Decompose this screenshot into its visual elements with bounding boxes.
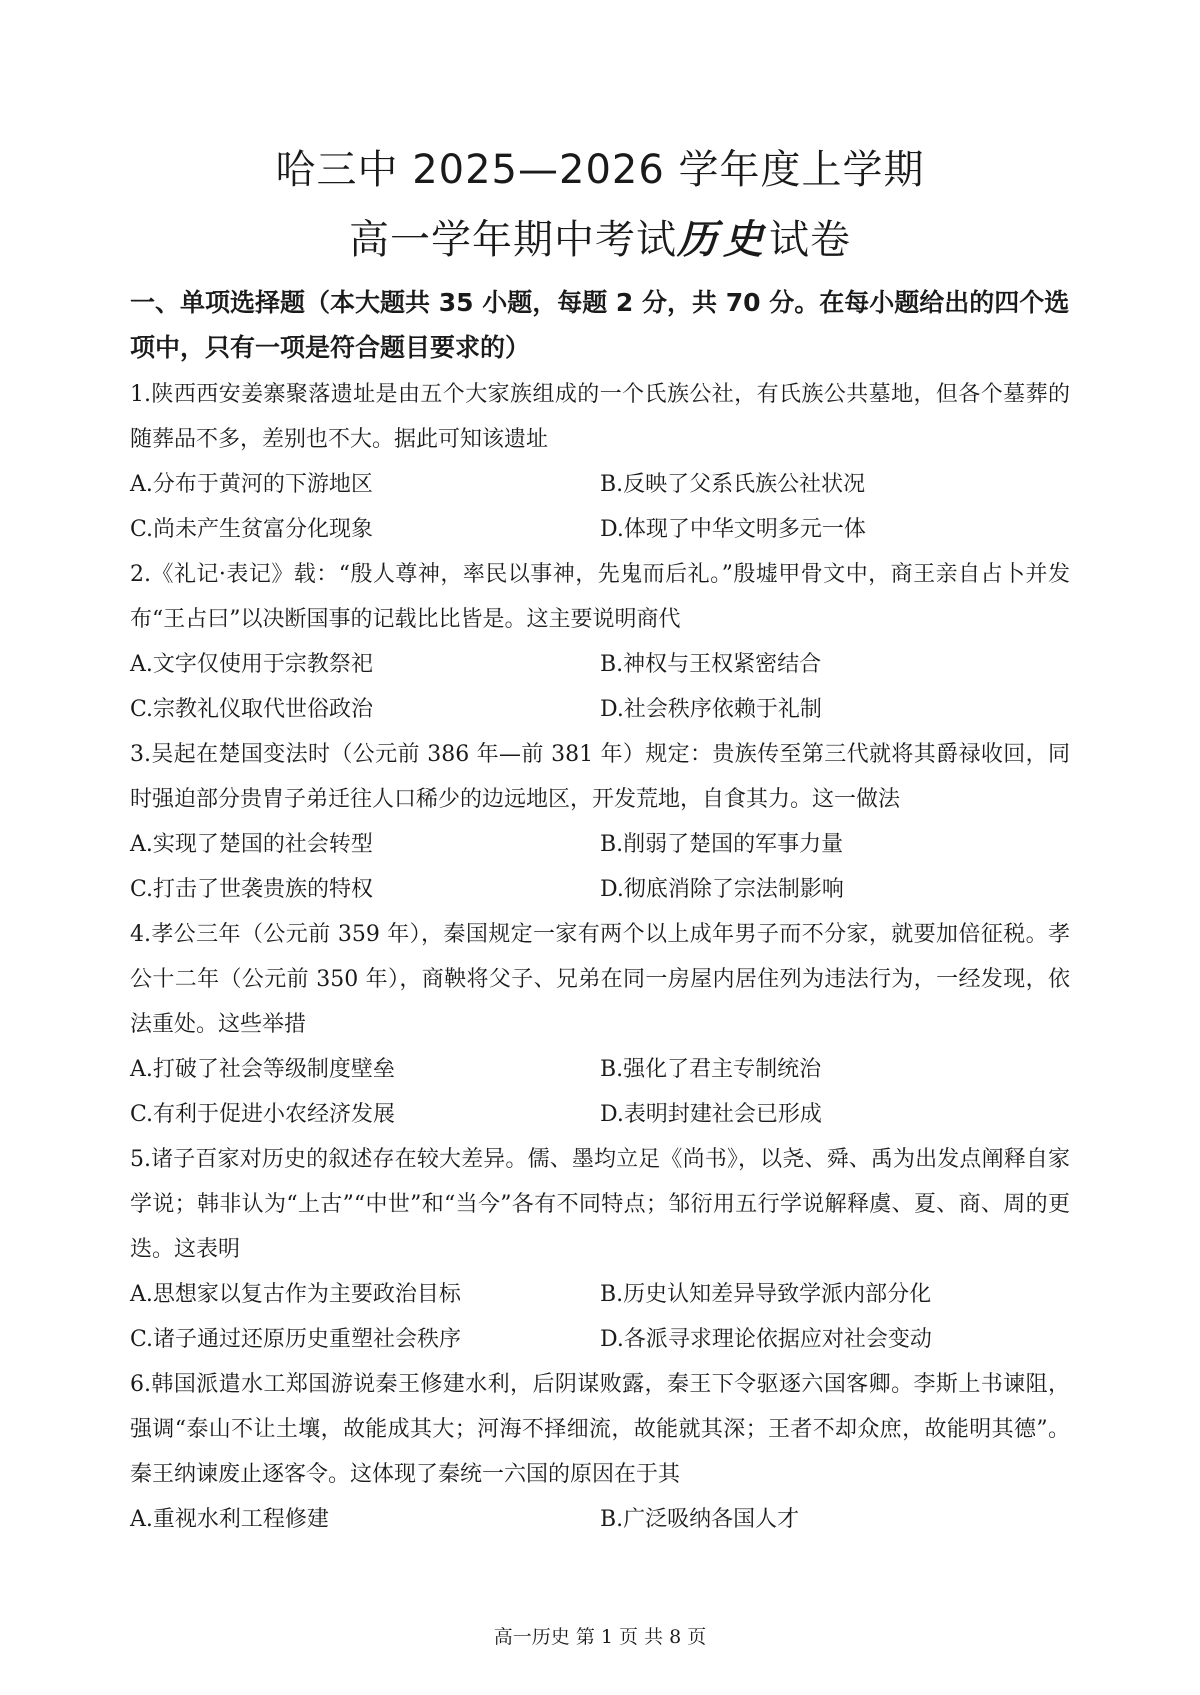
option-b: B.削弱了楚国的军事力量 <box>600 832 844 857</box>
section-heading: 一、单项选择题（本大题共 35 小题，每题 2 分，共 70 分。在每小题给出的四个选项中，只有一项是符合题目要求的） <box>130 288 1070 362</box>
question-6 <box>130 1362 1070 1542</box>
option-a: A.思想家以复古作为主要政治目标 <box>130 1282 461 1307</box>
question-1 <box>130 372 1070 552</box>
option-d: D.体现了中华文明多元一体 <box>600 517 866 542</box>
option-d: D.彻底消除了宗法制影响 <box>600 877 844 902</box>
option-c: C.打击了世袭贵族的特权 <box>130 877 374 902</box>
question-5 <box>130 1137 1070 1362</box>
question-2 <box>130 552 1070 732</box>
option-c: C.尚未产生贫富分化现象 <box>130 517 374 542</box>
option-a: A.文字仅使用于宗教祭祀 <box>130 652 373 677</box>
exam-title-subject: 历史 <box>677 217 769 263</box>
option-d: D.社会秩序依赖于礼制 <box>600 697 822 722</box>
question-stem: 5.诸子百家对历史的叙述存在较大差异。儒、墨均立足《尚书》，以尧、舜、禹为出发点阐释自家学说；韩非认为“上古”“中世”和“当今”各有不同特点；邹衍用五行学说解释虞、夏、商、周的更迭。这表明 <box>130 1147 1070 1262</box>
exam-content <box>130 280 1070 1542</box>
option-d: D.表明封建社会已形成 <box>600 1102 822 1127</box>
option-b: B.历史认知差异导致学派内部分化 <box>600 1282 932 1307</box>
option-list <box>130 1272 1070 1362</box>
question-stem: 1.陕西西安姜寨聚落遗址是由五个大家族组成的一个氏族公社，有氏族公共墓地，但各个墓葬的随葬品不多，差别也不大。据此可知该遗址 <box>130 382 1070 452</box>
exam-title-prefix: 高一学年期中考试 <box>349 217 677 263</box>
option-list <box>130 642 1070 732</box>
option-a: A.实现了楚国的社会转型 <box>130 832 373 857</box>
question-stem: 6.韩国派遣水工郑国游说秦王修建水利，后阴谋败露，秦王下令驱逐六国客卿。李斯上书谏阻，强调“泰山不让土壤，故能成其大；河海不择细流，故能就其深；王者不却众庶，故能明其德”。秦王纳谏废止逐客令。这体现了秦统一六国的原因在于其 <box>130 1372 1070 1487</box>
question-stem: 2.《礼记·表记》载：“殷人尊神，率民以事神，先鬼而后礼。”殷墟甲骨文中，商王亲自占卜并发布“王占曰”以决断国事的记载比比皆是。这主要说明商代 <box>130 562 1070 632</box>
option-c: C.宗教礼仪取代世俗政治 <box>130 697 374 722</box>
page-footer: 高一历史 第 1 页 共 8 页 <box>493 1626 707 1648</box>
option-c: C.有利于促进小农经济发展 <box>130 1102 396 1127</box>
exam-title-suffix: 试卷 <box>769 217 851 263</box>
question-3 <box>130 732 1070 912</box>
exam-title-line1: 哈三中 2025—2026 学年度上学期 <box>275 147 925 193</box>
option-list <box>130 1047 1070 1137</box>
option-b: B.广泛吸纳各国人才 <box>600 1507 800 1532</box>
option-list <box>130 462 1070 552</box>
option-c: C.诸子通过还原历史重塑社会秩序 <box>130 1327 462 1352</box>
question-stem: 4.孝公三年（公元前 359 年），秦国规定一家有两个以上成年男子而不分家，就要加倍征税。孝公十二年（公元前 350 年），商鞅将父子、兄弟在同一房屋内居住列为违法行为，一经发现，依法重处。这些举措 <box>130 922 1070 1037</box>
option-a: A.分布于黄河的下游地区 <box>130 472 373 497</box>
option-b: B.反映了父系氏族公社状况 <box>600 472 866 497</box>
option-list <box>130 822 1070 912</box>
option-d: D.各派寻求理论依据应对社会变动 <box>600 1327 932 1352</box>
exam-title-line2 <box>0 212 1200 268</box>
option-a: A.打破了社会等级制度壁垒 <box>130 1057 395 1082</box>
option-list <box>130 1497 1070 1542</box>
question-4 <box>130 912 1070 1137</box>
option-b: B.神权与王权紧密结合 <box>600 652 822 677</box>
question-stem: 3.吴起在楚国变法时（公元前 386 年—前 381 年）规定：贵族传至第三代就将其爵禄收回，同时强迫部分贵胄子弟迁往人口稀少的边远地区，开发荒地，自食其力。这一做法 <box>130 742 1070 812</box>
option-a: A.重视水利工程修建 <box>130 1507 329 1532</box>
option-b: B.强化了君主专制统治 <box>600 1057 822 1082</box>
